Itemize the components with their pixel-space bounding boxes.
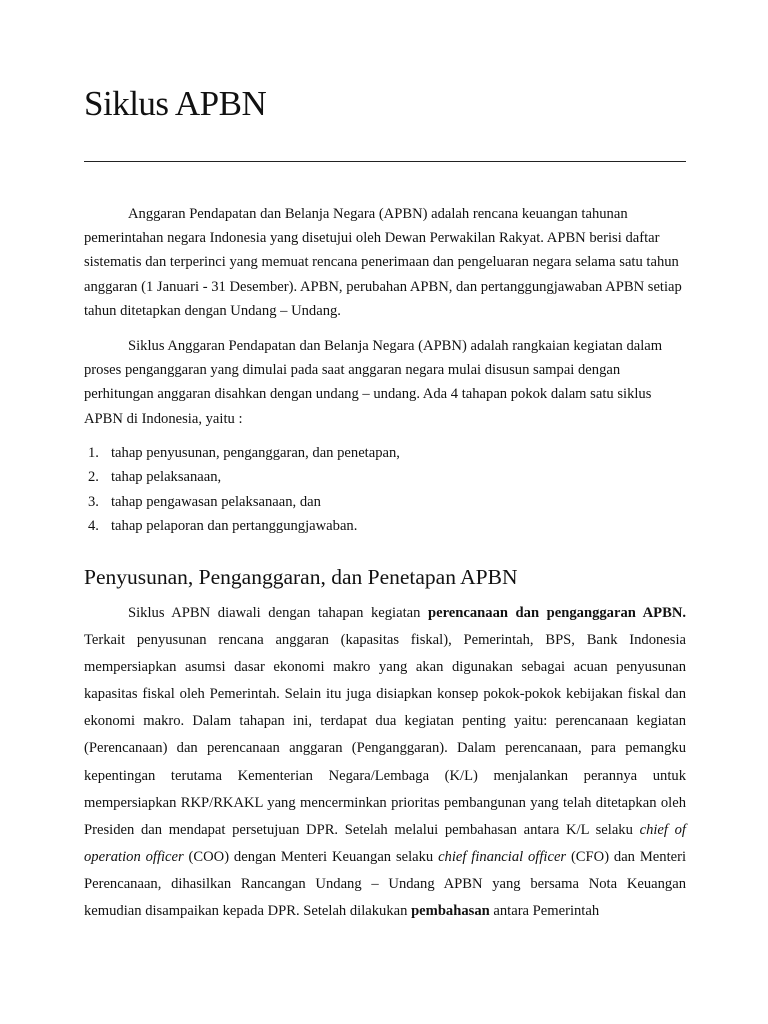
stages-list [84,441,400,538]
page-title: Siklus APBN [84,84,267,123]
list-item [84,441,400,465]
text-run: Terkait penyusunan rencana anggaran (kapasitas fiskal), Pemerintah, BPS, Bank Indonesia mempersiapkan asumsi dasar ekonomi makro yang akan digunakan sebagai acuan penyusunan kapasitas fiskal oleh Pemerintah. Selain itu juga disiapkan konsep pokok-pokok kebijakan fiskal dan ekonomi makro. Dalam tahapan ini, terdapat dua kegiatan penting yaitu: perencanaan kegiatan (Perencanaan) dan perencanaan anggaran (Penganggaran). Dalam perencanaan, para pemangku kepentingan terutama Kementerian Negara/Lembaga (K/L) menjalankan perannya untuk mempersiapkan RKP/RKAKL yang mencerminkan prioritas pembangunan yang telah ditetapkan oleh Presiden dan mendapat persetujuan DPR. Setelah melalui pembahasan antara K/L selaku [84,632,686,838]
intro-paragraph-1: Anggaran Pendapatan dan Belanja Negara (APBN) adalah rencana keuangan tahunan pemerintahan negara Indonesia yang disetujui oleh Dewan Perwakilan Rakyat. APBN berisi daftar sistematis dan terperinci yang memuat rencana penerimaan dan pengeluaran negara selama satu tahun anggaran (1 Januari - 31 Desember). APBN, perubahan APBN, dan pertanggungjawaban APBN setiap tahun ditetapkan dengan Undang – Undang. [84,206,682,319]
list-item-text: tahap pelaksanaan, [111,469,222,486]
section-heading: Penyusunan, Penganggaran, dan Penetapan APBN [84,565,518,589]
italic-text: chief of operation officer [84,821,686,865]
intro-paragraph-2: Siklus Anggaran Pendapatan dan Belanja Negara (APBN) adalah rangkaian kegiatan dalam proses penganggaran yang dimulai pada saat anggaran negara mulai disusun sampai dengan perhitungan anggaran disahkan dengan undang – undang. Ada 4 tahapan pokok dalam satu siklus APBN di Indonesia, yaitu : [84,338,663,427]
text-run: Siklus APBN diawali dengan tahapan kegiatan [128,605,428,621]
list-item-number: 1. [88,445,99,461]
bold-text: perencanaan dan penganggaran APBN. [427,605,687,621]
list-item [84,514,400,538]
list-item-text: tahap pengawasan pelaksanaan, dan [111,493,321,510]
text-run: antara Pemerintah [489,903,600,920]
list-item [84,490,400,514]
list-item-number: 2. [88,469,99,486]
list-item-text: tahap pelaporan dan pertanggungjawaban. [111,517,358,534]
text-run: (COO) dengan Menteri Keuangan selaku [183,848,439,865]
list-item-number: 4. [88,517,99,534]
list-item-number: 3. [88,493,99,510]
title-divider [84,161,686,162]
section-paragraph [84,600,686,925]
list-item [84,465,400,489]
italic-text: chief financial officer [438,848,567,865]
text-run: (CFO) dan Menteri Perencanaan, dihasilkan Rancangan Undang – Undang APBN yang bersama Nota Keuangan kemudian disampaikan kepada DPR. Setelah dilakukan [84,848,687,920]
bold-text: pembahasan [411,903,490,920]
list-item-text: tahap penyusunan, penganggaran, dan penetapan, [111,445,400,461]
